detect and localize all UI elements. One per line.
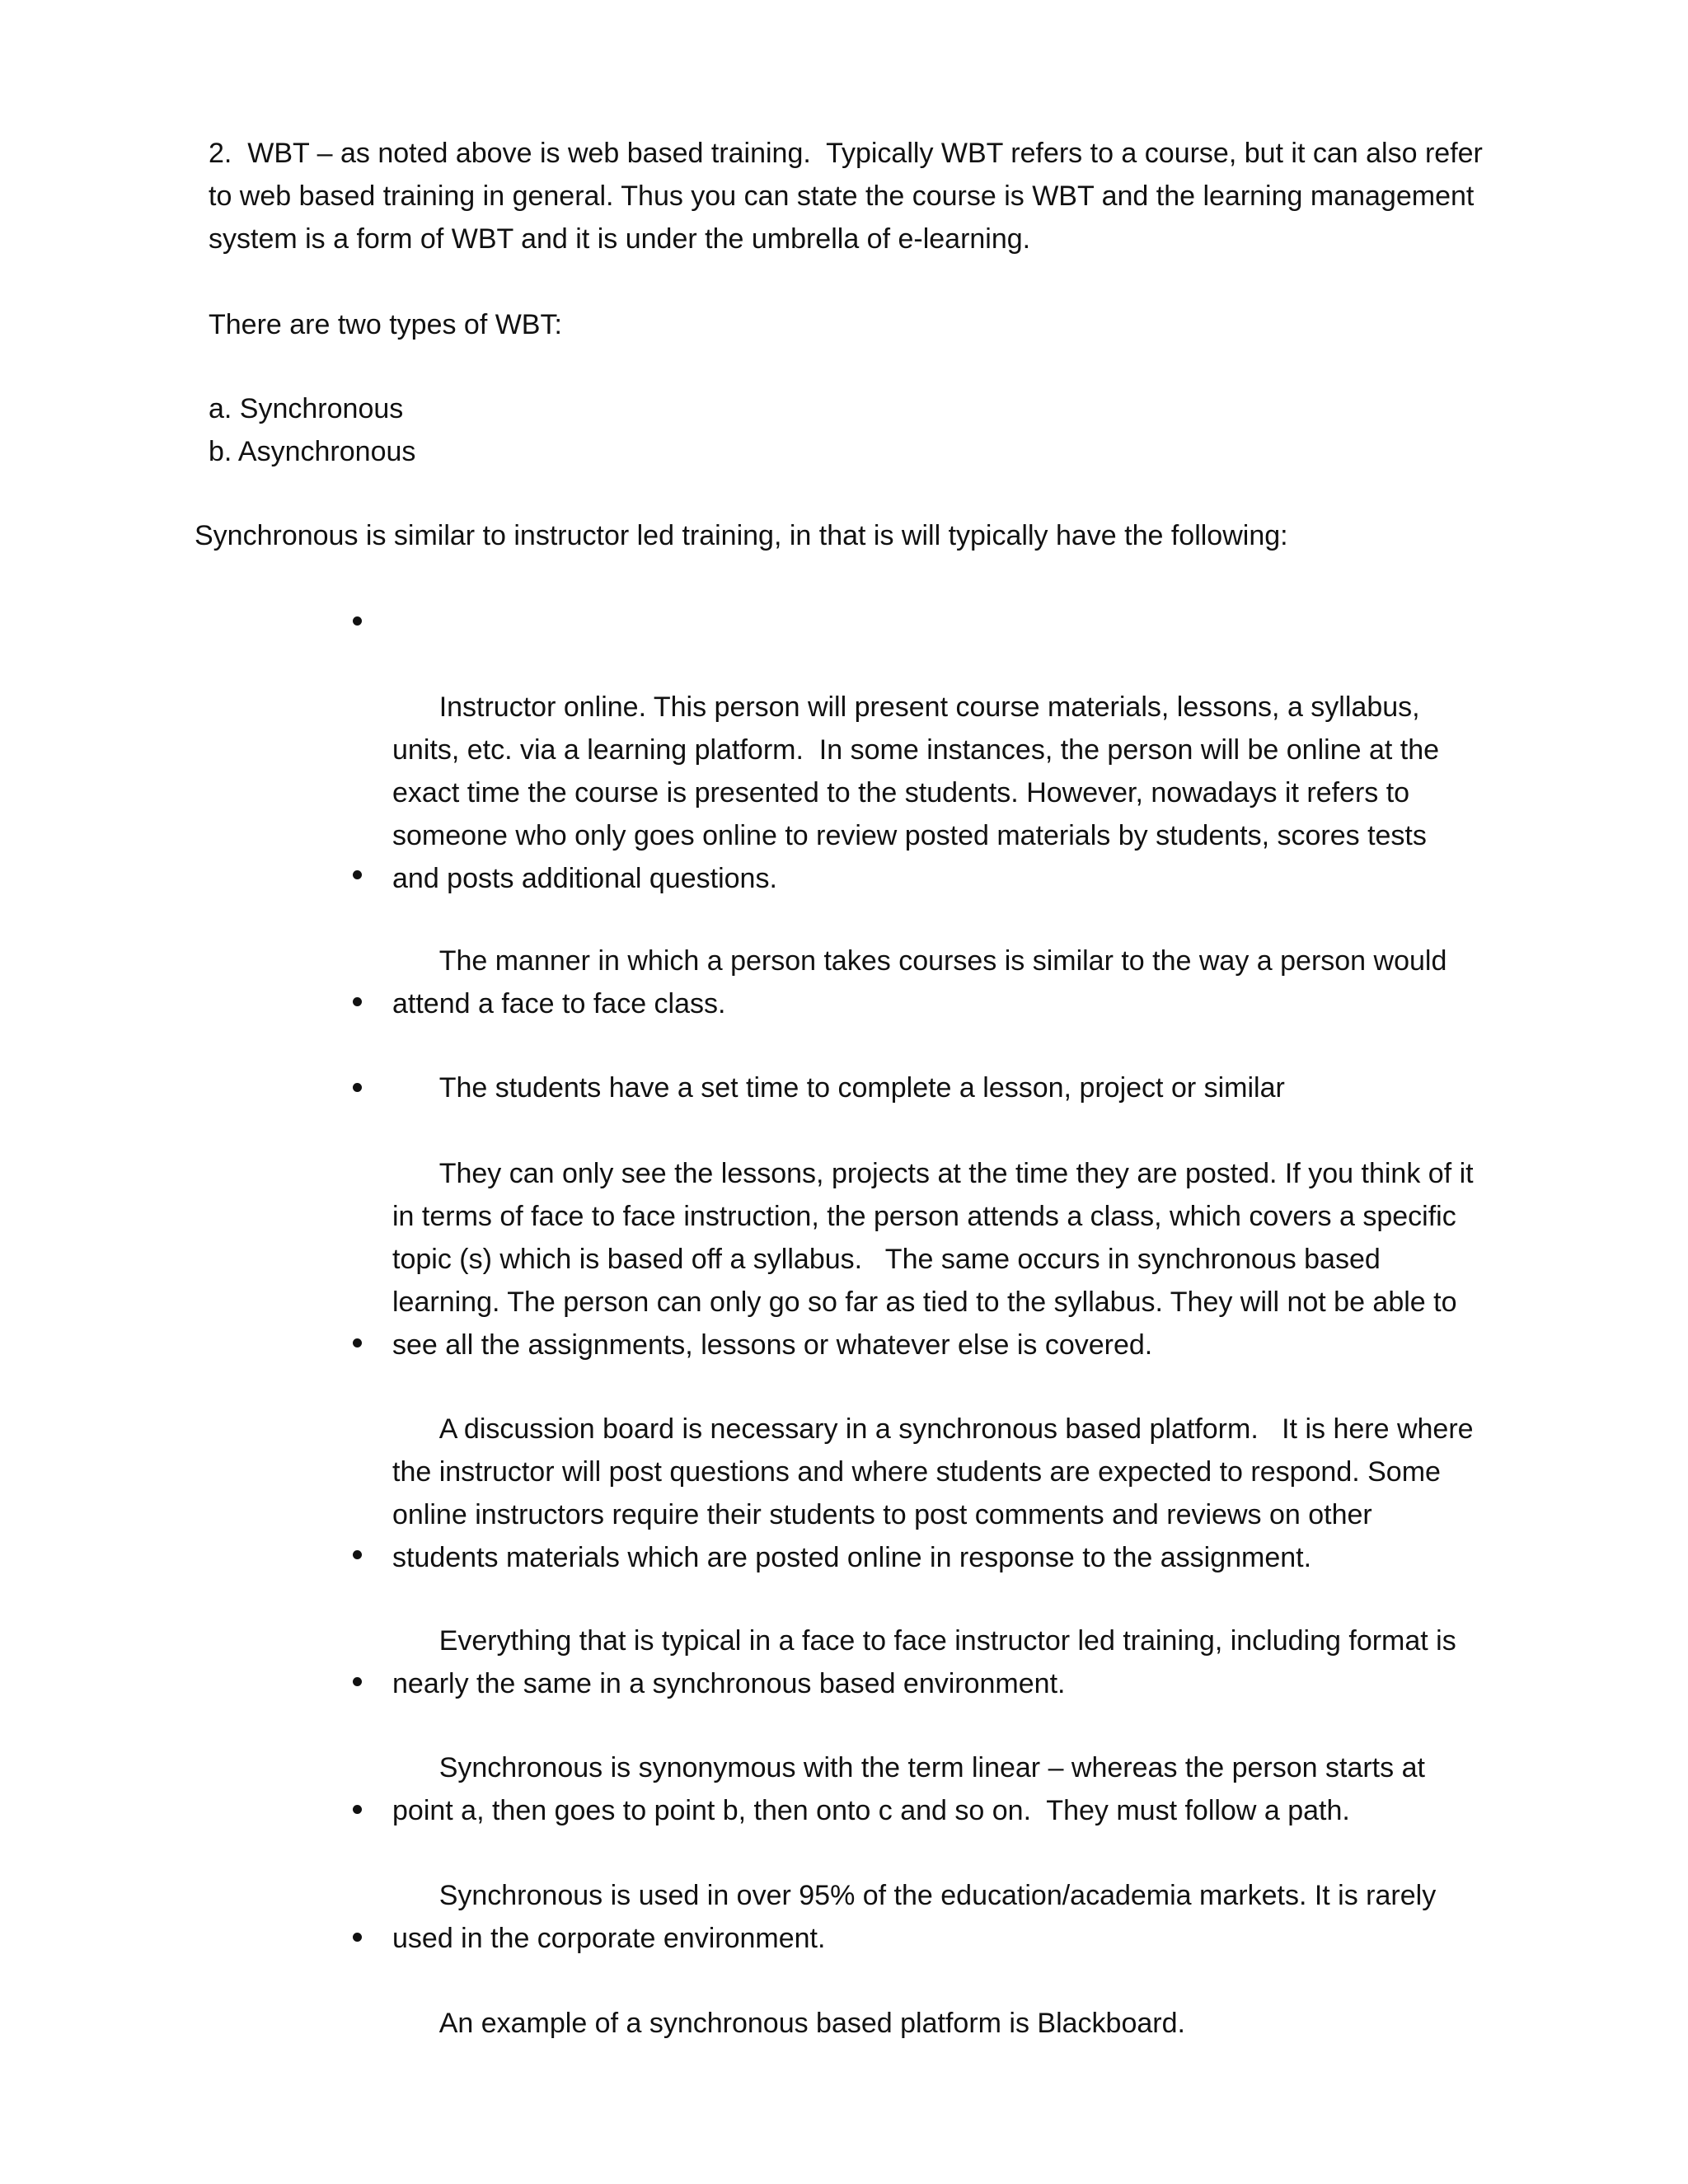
bullet-icon: [353, 616, 362, 626]
intro-paragraph: 2. WBT – as noted above is web based training. Typically WBT refers to a course, but it can also refer to web based training in general. Thus you can state the course is WBT and the learning management system is a form of WBT and it is under the umbrella of e-learning.: [209, 138, 1491, 255]
bullet-text: Synchronous is used in over 95% of the education/academia markets. It is rarely used in the corporate environment.: [392, 1880, 1444, 1954]
bullet-text: Everything that is typical in a face to face instructor led training, including format is nearly the same in a synchronous based environment.: [392, 1625, 1465, 1699]
bullet-icon: [353, 870, 362, 879]
bullet-text: The students have a set time to complete a lesson, project or similar: [438, 1072, 1285, 1104]
wbt-type-item: b. Asynchronous: [209, 436, 416, 467]
bullet-icon: [353, 997, 362, 1006]
lead-sentence: Synchronous is similar to instructor led training, in that is will typically have the following:: [195, 520, 1288, 551]
bullet-text: The manner in which a person takes courses is similar to the way a person would attend a face to face class.: [392, 945, 1455, 1019]
bullet-text: Synchronous is synonymous with the term linear – whereas the person starts at point a, then goes to point b, then onto c and so on. They must follow a path.: [392, 1752, 1433, 1826]
bullet-text: A discussion board is necessary in a synchronous based platform. It is here where the instructor will post questions and where students are expected to respond. Some online instructors require their students to post comments and reviews on other students materials which are posted online in response to the assignment.: [392, 1413, 1482, 1573]
bullet-item: [392, 1916, 1480, 2088]
bullet-icon: [353, 1338, 362, 1347]
wbt-types-list: [209, 387, 415, 473]
bullet-icon: [353, 1083, 362, 1092]
bullet-text: An example of a synchronous based platform is Blackboard.: [438, 2008, 1185, 2039]
bullet-text: They can only see the lessons, projects at the time they are posted. If you think of it in terms of face to face instruction, the person attends a class, which covers a specific topic (s) which is based off a syllabus. The same occurs in synchronous based learning. The person can only go so far as tied to the syllabus. They will not be able to see all the assignments, lessons or whatever else is covered.: [392, 1158, 1482, 1361]
bullet-text: Instructor online. This person will present course materials, lessons, a syllabus, units, etc. via a learning platform. In some instances, the person will be online at the exact time the course is presented to the students. However, nowadays it refers to someone who only goes online to review posted materials by students, scores tests and posts additional questions.: [392, 691, 1447, 894]
types-heading: There are two types of WBT:: [209, 309, 562, 340]
wbt-type-item: a. Synchronous: [209, 393, 404, 424]
bullet-icon: [353, 1677, 362, 1686]
bullet-icon: [353, 1550, 362, 1559]
bullet-icon: [353, 1933, 362, 1942]
bullet-icon: [353, 1805, 362, 1814]
